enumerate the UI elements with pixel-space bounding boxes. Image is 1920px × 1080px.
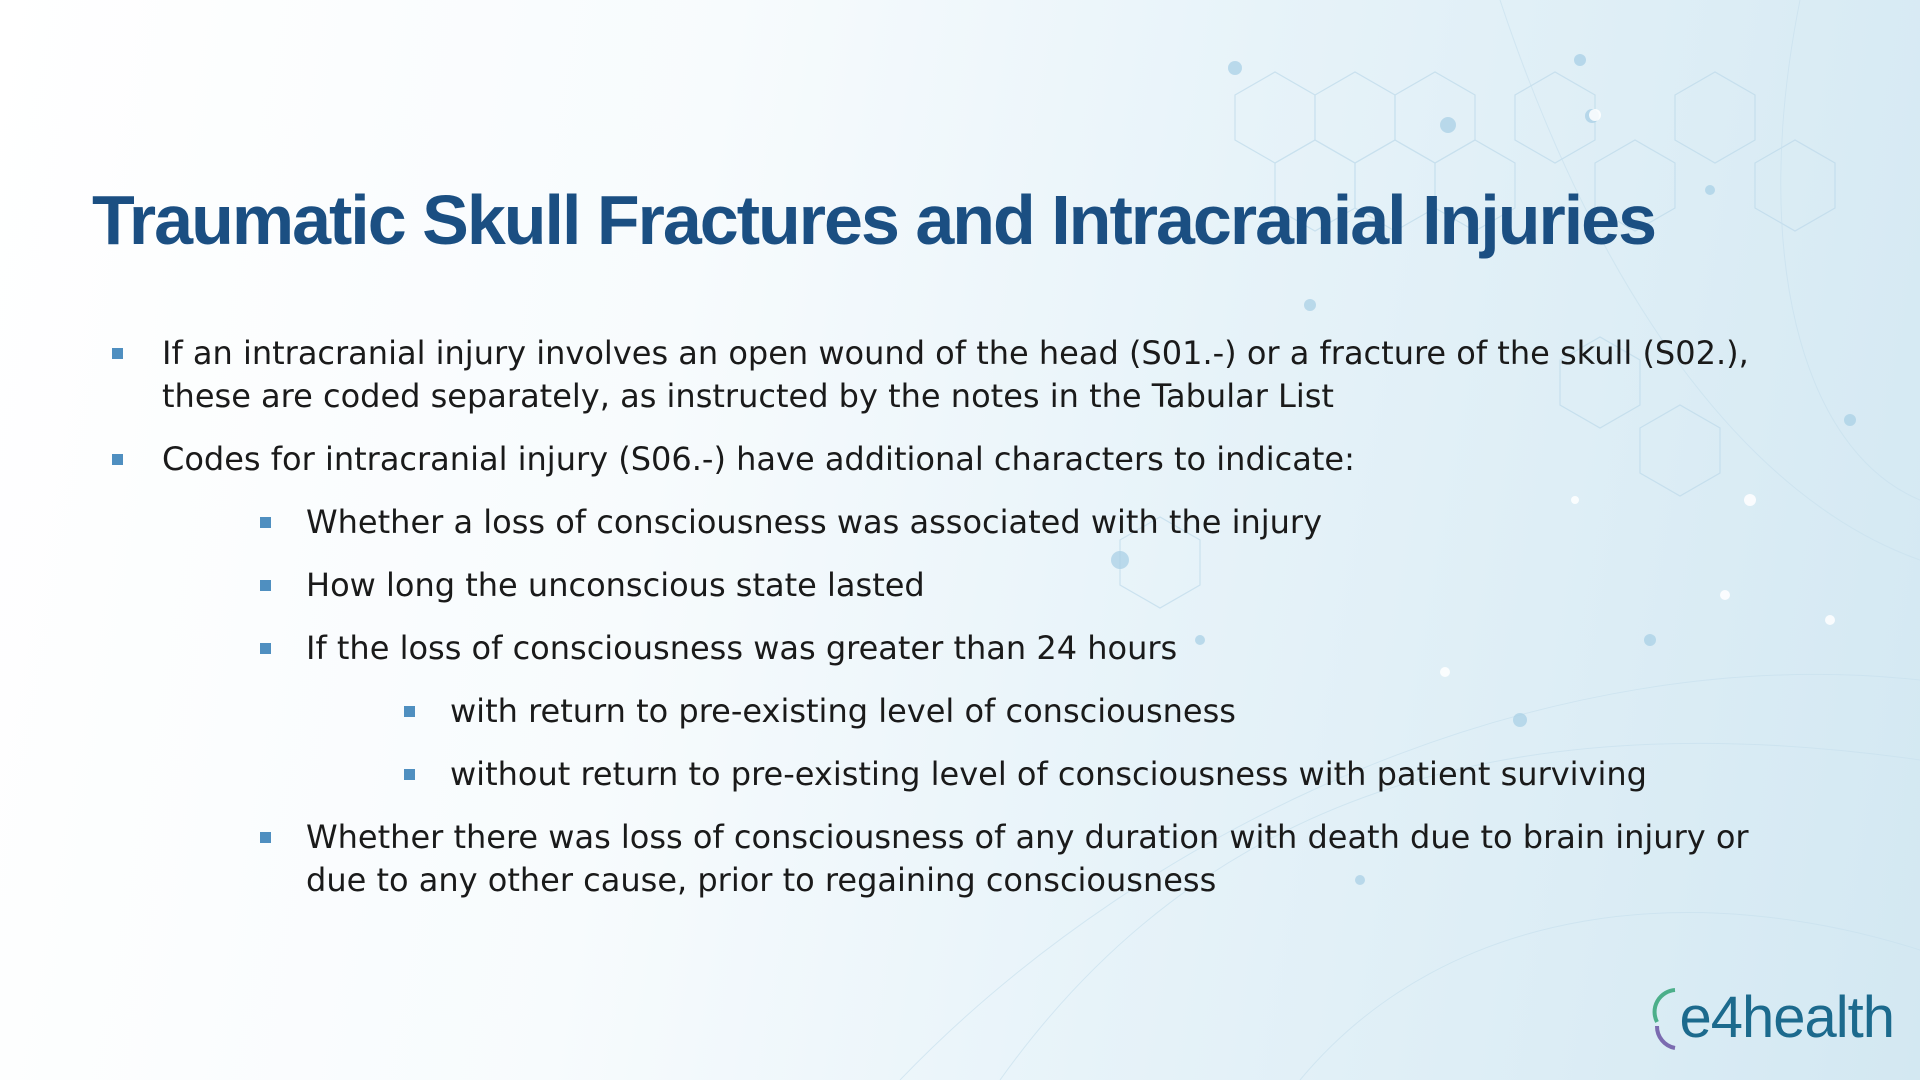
bullet-item: If an intracranial injury involves an open wound of the head (S01.-) or a fracture of the skull (S02.), these are coded separately, as instructed by the notes in the Tabular List	[112, 332, 1812, 418]
sub-bullet-item: Whether a loss of consciousness was associated with the injury	[112, 501, 1812, 544]
sub-bullet-item: How long the unconscious state lasted	[112, 564, 1812, 607]
sub-bullet-item: Whether there was loss of consciousness of any duration with death due to brain injury or due to any other cause, prior to regaining consciousness	[112, 816, 1812, 902]
bullet-list	[112, 332, 1812, 922]
bullet-item: Codes for intracranial injury (S06.-) have additional characters to indicate:	[112, 438, 1812, 481]
sub-sub-bullet-item: without return to pre-existing level of consciousness with patient surviving	[112, 753, 1812, 796]
e4health-logo	[1651, 978, 1894, 1058]
slide-title: Traumatic Skull Fractures and Intracranial Injuries	[92, 181, 1656, 259]
logo-ring-icon	[1651, 982, 1679, 1054]
sub-bullet-item: If the loss of consciousness was greater than 24 hours	[112, 627, 1812, 670]
logo-text: e4health	[1679, 985, 1894, 1050]
sub-sub-bullet-item: with return to pre-existing level of consciousness	[112, 690, 1812, 733]
